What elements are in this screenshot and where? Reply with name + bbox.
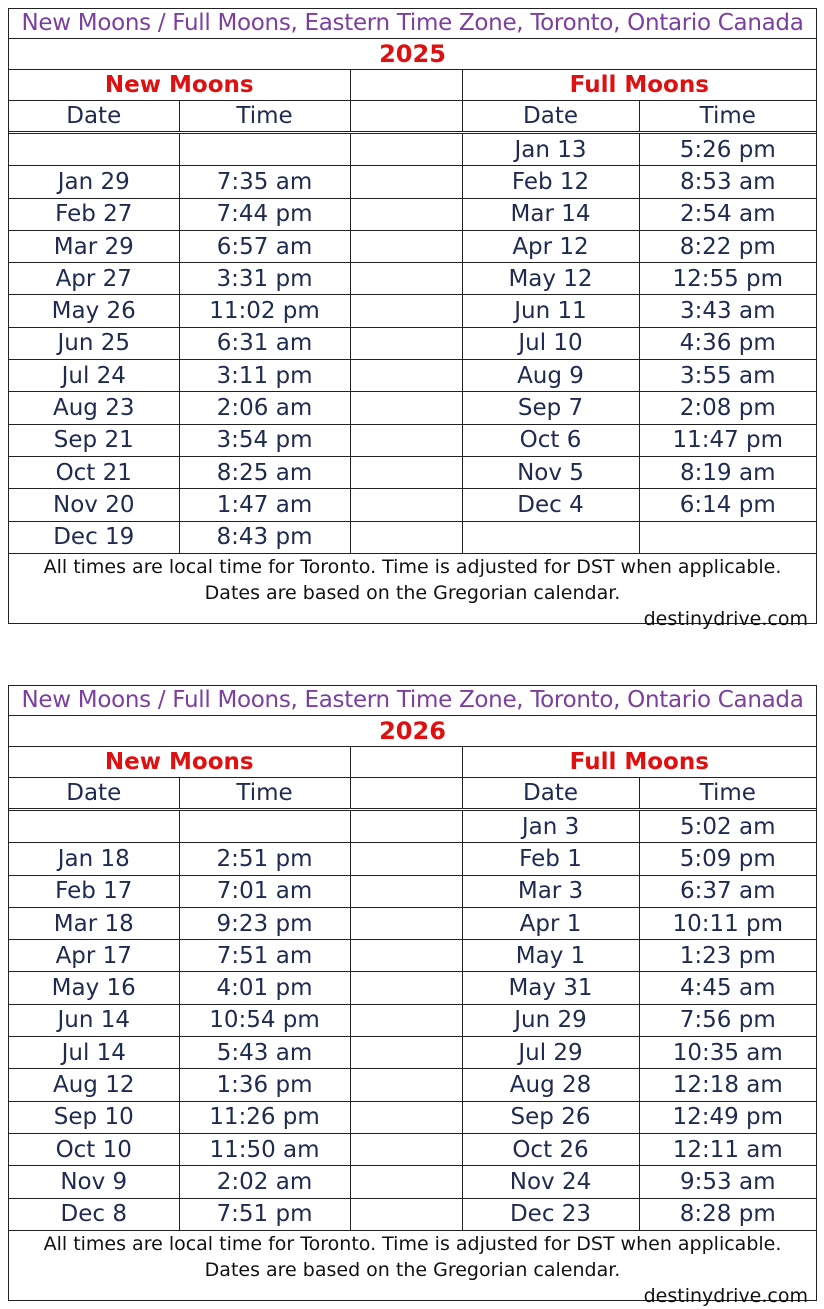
new-moon-date: Nov 20 <box>9 489 179 521</box>
footnotes <box>9 553 816 632</box>
table-row <box>9 295 816 327</box>
new-moon-date: Jun 14 <box>9 1004 179 1036</box>
new-moon-date: Jul 24 <box>9 360 179 392</box>
full-moon-time: 6:14 pm <box>639 489 816 521</box>
new-moon-time: 7:35 am <box>179 166 350 198</box>
footnote-local-time: All times are local time for Toronto. Time is adjusted for DST when applicable. <box>43 555 782 578</box>
new-moon-time: 7:01 am <box>179 875 350 907</box>
new-moon-time <box>179 133 350 166</box>
table-title: New Moons / Full Moons, Eastern Time Zone, Toronto, Ontario Canada <box>9 686 816 716</box>
full-moon-date <box>462 521 639 553</box>
table-row <box>9 1133 816 1165</box>
table-row <box>9 1198 816 1230</box>
new-moon-time: 11:02 pm <box>179 295 350 327</box>
full-moon-date: Apr 12 <box>462 230 639 262</box>
table-row <box>9 456 816 488</box>
new-moon-date <box>9 133 179 166</box>
spacer-cell <box>350 230 462 262</box>
full-moon-time: 4:36 pm <box>639 327 816 359</box>
spacer-cell <box>350 263 462 295</box>
spacer-cell <box>350 166 462 198</box>
spacer-cell <box>350 521 462 553</box>
full-moon-date: May 12 <box>462 263 639 295</box>
new-moon-date <box>9 810 179 843</box>
full-moon-date: Jul 10 <box>462 327 639 359</box>
table-row <box>9 940 816 972</box>
new-moon-time: 1:47 am <box>179 489 350 521</box>
new-moon-time: 3:31 pm <box>179 263 350 295</box>
full-date-header: Date <box>462 778 639 810</box>
new-moon-time: 7:51 pm <box>179 1198 350 1230</box>
table-row <box>9 843 816 875</box>
full-moon-date: Jun 29 <box>462 1004 639 1036</box>
full-moon-time: 5:02 am <box>639 810 816 843</box>
new-moon-time <box>179 810 350 843</box>
new-moon-time: 1:36 pm <box>179 1069 350 1101</box>
moon-table-2026 <box>8 685 817 1307</box>
full-moon-date: Aug 28 <box>462 1069 639 1101</box>
full-moon-date: Nov 5 <box>462 456 639 488</box>
full-date-header: Date <box>462 101 639 133</box>
spacer-cell <box>350 1069 462 1101</box>
table-row <box>9 1101 816 1133</box>
new-moon-date: Apr 17 <box>9 940 179 972</box>
table-title: New Moons / Full Moons, Eastern Time Zone, Toronto, Ontario Canada <box>9 9 816 39</box>
spacer-cell <box>350 295 462 327</box>
spacer-cell <box>350 875 462 907</box>
table-row <box>9 521 816 553</box>
full-moon-time: 4:45 am <box>639 972 816 1004</box>
full-moon-date: Oct 26 <box>462 1133 639 1165</box>
full-moon-time: 6:37 am <box>639 875 816 907</box>
new-moon-date: May 26 <box>9 295 179 327</box>
spacer-cell <box>350 907 462 939</box>
table-row <box>9 133 816 166</box>
full-moon-time: 12:11 am <box>639 1133 816 1165</box>
footnote-calendar: Dates are based on the Gregorian calendar. <box>204 1258 621 1281</box>
table-row <box>9 392 816 424</box>
full-moon-date: Mar 14 <box>462 198 639 230</box>
new-moon-date: Mar 29 <box>9 230 179 262</box>
full-moon-date: Mar 3 <box>462 875 639 907</box>
spacer-cell <box>350 489 462 521</box>
new-moon-date: Oct 10 <box>9 1133 179 1165</box>
spacer-cell <box>350 747 462 778</box>
new-time-header: Time <box>179 778 350 810</box>
new-time-header: Time <box>179 101 350 133</box>
table-row <box>9 198 816 230</box>
full-moon-date: Jan 3 <box>462 810 639 843</box>
spacer-cell <box>350 1198 462 1230</box>
new-moon-time: 5:43 am <box>179 1037 350 1069</box>
new-moons-heading: New Moons <box>9 70 350 101</box>
table-row <box>9 327 816 359</box>
full-moon-time: 10:35 am <box>639 1037 816 1069</box>
spacer-cell <box>350 940 462 972</box>
new-moon-time: 4:01 pm <box>179 972 350 1004</box>
full-time-header: Time <box>639 778 816 810</box>
new-moons-heading: New Moons <box>9 747 350 778</box>
full-moon-time: 5:09 pm <box>639 843 816 875</box>
full-moon-date: Nov 24 <box>462 1166 639 1198</box>
spacer-cell <box>350 424 462 456</box>
new-moon-time: 6:57 am <box>179 230 350 262</box>
new-moon-date: Aug 12 <box>9 1069 179 1101</box>
full-moon-time: 3:43 am <box>639 295 816 327</box>
footnote-calendar: Dates are based on the Gregorian calendar. <box>204 581 621 604</box>
section-header-row <box>9 70 816 101</box>
full-moon-date: Apr 1 <box>462 907 639 939</box>
full-moon-date: May 1 <box>462 940 639 972</box>
full-moon-date: Sep 26 <box>462 1101 639 1133</box>
full-moon-date: Aug 9 <box>462 360 639 392</box>
full-moon-date: Dec 23 <box>462 1198 639 1230</box>
full-moon-time: 1:23 pm <box>639 940 816 972</box>
new-moon-date: Aug 23 <box>9 392 179 424</box>
new-moon-time: 3:54 pm <box>179 424 350 456</box>
full-moon-date: Jun 11 <box>462 295 639 327</box>
new-moon-time: 6:31 am <box>179 327 350 359</box>
column-header-row <box>9 778 816 810</box>
new-moon-time: 11:50 am <box>179 1133 350 1165</box>
table-row <box>9 263 816 295</box>
full-moon-time: 12:18 am <box>639 1069 816 1101</box>
new-moon-date: Jun 25 <box>9 327 179 359</box>
new-date-header: Date <box>9 778 179 810</box>
new-moon-date: Jul 14 <box>9 1037 179 1069</box>
full-moon-time: 10:11 pm <box>639 907 816 939</box>
new-moon-time: 2:02 am <box>179 1166 350 1198</box>
full-moon-date: Feb 12 <box>462 166 639 198</box>
full-time-header: Time <box>639 101 816 133</box>
table-row <box>9 489 816 521</box>
new-date-header: Date <box>9 101 179 133</box>
full-moon-time: 8:53 am <box>639 166 816 198</box>
new-moon-date: Feb 17 <box>9 875 179 907</box>
spacer-cell <box>350 101 462 133</box>
spacer-cell <box>350 456 462 488</box>
spacer-cell <box>350 1133 462 1165</box>
new-moon-date: Nov 9 <box>9 1166 179 1198</box>
new-moon-date: Jan 18 <box>9 843 179 875</box>
new-moon-date: Dec 8 <box>9 1198 179 1230</box>
footnotes <box>9 1230 816 1309</box>
spacer-cell <box>350 1166 462 1198</box>
table-row <box>9 1037 816 1069</box>
new-moon-date: Sep 21 <box>9 424 179 456</box>
full-moon-time: 12:55 pm <box>639 263 816 295</box>
full-moon-date: Jan 13 <box>462 133 639 166</box>
new-moon-date: Oct 21 <box>9 456 179 488</box>
full-moon-time: 7:56 pm <box>639 1004 816 1036</box>
new-moon-date: Jan 29 <box>9 166 179 198</box>
table-row <box>9 360 816 392</box>
column-header-row <box>9 101 816 133</box>
table-row <box>9 1004 816 1036</box>
full-moons-heading: Full Moons <box>569 72 709 98</box>
source-credit: destinydrive.com <box>643 607 808 630</box>
spacer-cell <box>350 1037 462 1069</box>
spacer-cell <box>350 843 462 875</box>
full-moon-time: 11:47 pm <box>639 424 816 456</box>
new-moon-time: 7:44 pm <box>179 198 350 230</box>
spacer-cell <box>350 327 462 359</box>
full-moon-time: 8:28 pm <box>639 1198 816 1230</box>
table-row <box>9 875 816 907</box>
new-moon-date: Apr 27 <box>9 263 179 295</box>
full-moon-time: 5:26 pm <box>639 133 816 166</box>
table-row <box>9 907 816 939</box>
spacer-cell <box>350 778 462 810</box>
full-moon-date: May 31 <box>462 972 639 1004</box>
new-moon-date: Feb 27 <box>9 198 179 230</box>
full-moon-time <box>639 521 816 553</box>
moon-table-2025 <box>8 8 817 630</box>
new-moon-time: 8:25 am <box>179 456 350 488</box>
new-moon-time: 8:43 pm <box>179 521 350 553</box>
spacer-cell <box>350 810 462 843</box>
full-moon-time: 3:55 am <box>639 360 816 392</box>
full-moon-time: 2:08 pm <box>639 392 816 424</box>
new-moon-date: May 16 <box>9 972 179 1004</box>
table-row <box>9 1166 816 1198</box>
new-moon-time: 11:26 pm <box>179 1101 350 1133</box>
full-moon-date: Feb 1 <box>462 843 639 875</box>
spacer-cell <box>350 133 462 166</box>
table-row <box>9 972 816 1004</box>
new-moon-time: 3:11 pm <box>179 360 350 392</box>
full-moon-date: Oct 6 <box>462 424 639 456</box>
year-heading: 2025 <box>9 39 816 70</box>
table-row <box>9 166 816 198</box>
spacer-cell <box>350 392 462 424</box>
table-row <box>9 230 816 262</box>
full-moon-time: 8:22 pm <box>639 230 816 262</box>
new-moon-time: 10:54 pm <box>179 1004 350 1036</box>
spacer-cell <box>350 1101 462 1133</box>
table-row <box>9 810 816 843</box>
year-heading: 2026 <box>9 716 816 747</box>
full-moon-date: Sep 7 <box>462 392 639 424</box>
moon-phase-grid <box>9 70 816 553</box>
spacer-cell <box>350 70 462 101</box>
new-moon-time: 2:51 pm <box>179 843 350 875</box>
new-moon-date: Mar 18 <box>9 907 179 939</box>
table-row <box>9 424 816 456</box>
full-moon-date: Dec 4 <box>462 489 639 521</box>
full-moon-time: 2:54 am <box>639 198 816 230</box>
spacer-cell <box>350 972 462 1004</box>
spacer-cell <box>350 198 462 230</box>
full-moon-time: 9:53 am <box>639 1166 816 1198</box>
full-moons-heading: Full Moons <box>569 749 709 775</box>
section-header-row <box>9 747 816 778</box>
full-moon-time: 8:19 am <box>639 456 816 488</box>
full-moon-date: Jul 29 <box>462 1037 639 1069</box>
spacer-cell <box>350 360 462 392</box>
new-moon-time: 2:06 am <box>179 392 350 424</box>
new-moon-date: Dec 19 <box>9 521 179 553</box>
spacer-cell <box>350 1004 462 1036</box>
table-row <box>9 1069 816 1101</box>
moon-phase-grid <box>9 747 816 1230</box>
full-moon-time: 12:49 pm <box>639 1101 816 1133</box>
new-moon-time: 7:51 am <box>179 940 350 972</box>
new-moon-time: 9:23 pm <box>179 907 350 939</box>
footnote-local-time: All times are local time for Toronto. Time is adjusted for DST when applicable. <box>43 1232 782 1255</box>
new-moon-date: Sep 10 <box>9 1101 179 1133</box>
source-credit: destinydrive.com <box>643 1284 808 1307</box>
